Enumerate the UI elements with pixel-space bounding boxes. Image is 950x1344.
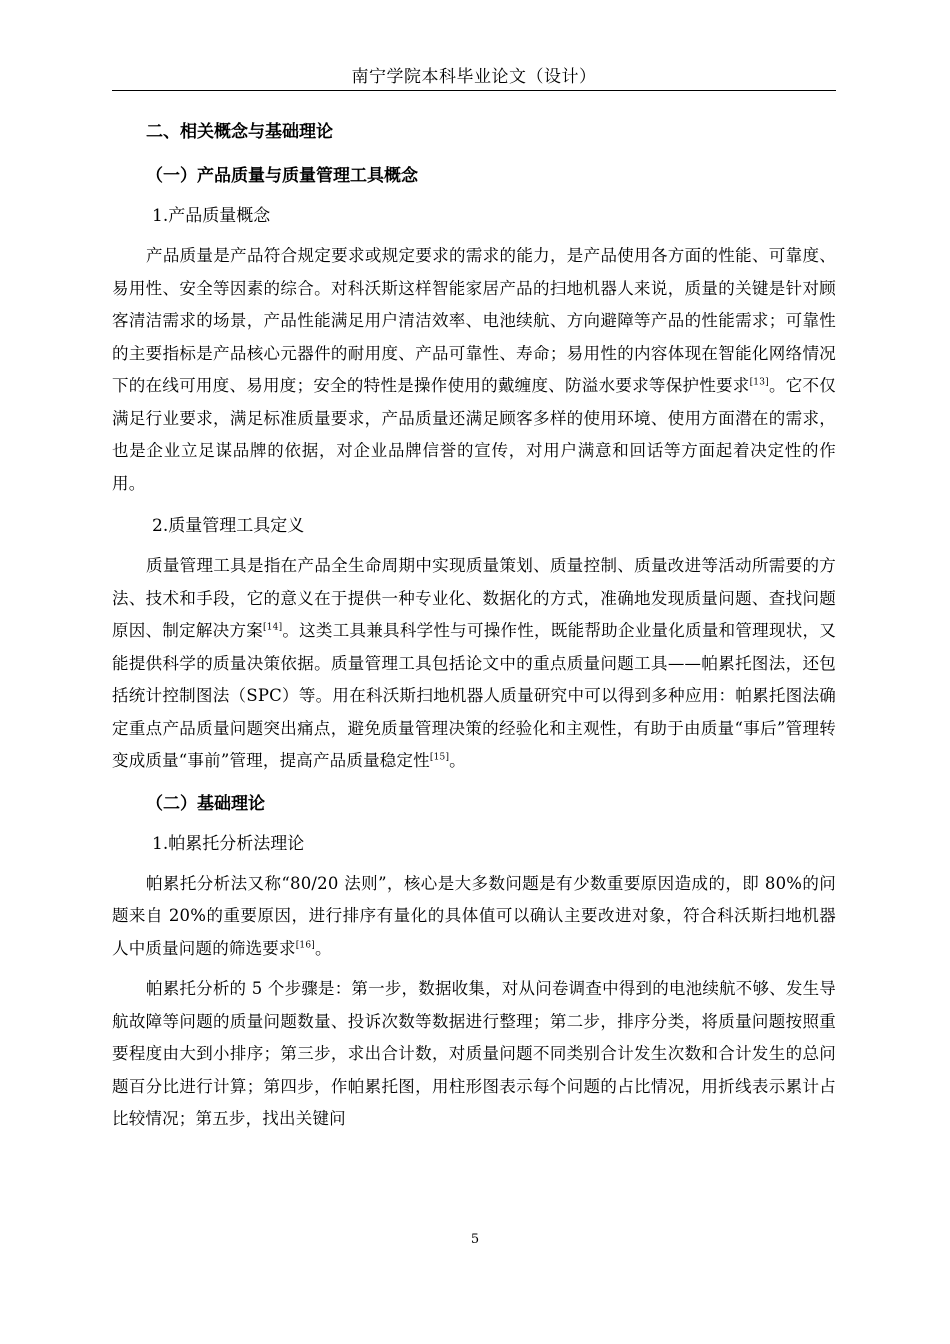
paragraph-text: 。它不仅满足行业要求，满足标准质量要求，产品质量还满足顾客多样的使用环境、使用方面潜在的需求，也是企业立足谋品牌的依据，对企业品牌信誉的宣传，对用户满意和回话等方面起着决定性的作用。 — [112, 376, 836, 493]
subsection-heading: （一）产品质量与质量管理工具概念 — [146, 166, 418, 186]
paragraph-text: 产品质量是产品符合规定要求或规定要求的需求的能力，是产品使用各方面的性能、可靠度、易用性、安全等因素的综合。对科沃斯这样智能家居产品的扫地机器人来说，质量的关键是针对顾客清洁需求的场景，产品性能满足用户清洁效率、电池续航、方向避障等产品的性能需求；可靠性的主要指标是产品核心元器件的耐用度、产品可靠性、寿命；易用性的内容体现在智能化网络情况下的在线可用度、易用度；安全的特性是操作使用的戴缠度、防溢水要求等保护性要求 — [112, 246, 836, 395]
paragraph-text: 质量管理工具是指在产品全生命周期中实现质量策划、质量控制、质量改进等活动所需要的方法、技术和手段，它的意义在于提供一种专业化、数据化的方式，准确地发现质量问题、查找问题原因、制定解决方案 — [112, 556, 836, 640]
paragraph-quality-tools — [112, 550, 836, 778]
sub-subsection-heading: 2.质量管理工具定义 — [152, 516, 305, 536]
paragraph-text: 帕累托分析法又称“80/20 法则”，核心是大多数问题是有少数重要原因造成的，即 80%的问题来自 20%的重要原因，进行排序有量化的具体值可以确认主要改进对象，符合科沃斯扫地机器人中质量问题的筛选要求 — [112, 873, 836, 958]
citation-ref: [13] — [749, 377, 769, 388]
citation-ref: [14] — [263, 622, 283, 633]
paragraph-pareto-theory — [112, 868, 836, 966]
citation-ref: [16] — [295, 940, 315, 950]
paragraph-text: 。 — [449, 751, 466, 770]
page-number: 5 — [470, 1232, 480, 1247]
sub-subsection-heading: 1.帕累托分析法理论 — [152, 833, 305, 854]
paragraph-pareto-steps: 帕累托分析的 5 个步骤是：第一步，数据收集，对从问卷调查中得到的电池续航不够、发生导航故障等问题的质量问题数量、投诉次数等数据进行整理；第二步，排序分类，将质量问题按照重要程度由大到小排序；第三步，求出合计数，对质量问题不同类别合计发生次数和合计发生的总问题百分比进行计算；第四步，作帕累托图，用柱形图表示每个问题的占比情况，用折线表示累计占比较情况；第五步，找出关键问 — [112, 979, 836, 1128]
citation-ref: [15] — [429, 752, 450, 763]
sub-subsection-heading: 1.产品质量概念 — [152, 206, 271, 226]
paragraph-text: 。这类工具兼具科学性与可操作性，既能帮助企业量化质量和管理现状，又能提供科学的质量决策依据。质量管理工具包括论文中的重点质量问题工具——帕累托图法，还包括统计控制图法（SPC）等。用在科沃斯扫地机器人质量研究中可以得到多种应用：帕累托图法确定重点产品质量问题突出痛点，避免质量管理决策的经验化和主观性，有助于由质量“事后”管理转变成质量“事前”管理，提高产品质量稳定性 — [112, 621, 836, 770]
header-rule — [112, 90, 836, 91]
running-header: 南宁学院本科毕业论文（设计） — [351, 67, 597, 87]
paragraph-product-quality — [112, 240, 836, 500]
page-body — [112, 114, 836, 1144]
paragraph-text: 。 — [314, 938, 332, 958]
section-heading: 二、相关概念与基础理论 — [146, 122, 333, 142]
subsection-heading: （二）基础理论 — [146, 793, 265, 814]
